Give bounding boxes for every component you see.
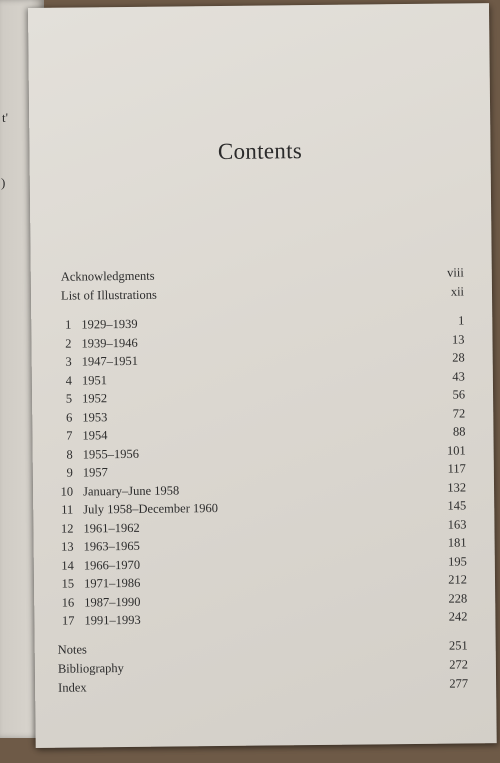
toc-entry-page: 145 (447, 498, 467, 513)
toc-chapter-number: 17 (61, 613, 75, 628)
toc-entry-label: 1953 (82, 409, 108, 424)
toc-chapter-number: 5 (65, 391, 73, 406)
toc-entry-page: 101 (446, 442, 466, 458)
toc-entry-page: 242 (448, 609, 468, 624)
toc-chapter-number: 12 (60, 521, 74, 536)
facing-page-text: t' (2, 110, 8, 125)
toc-entry-page: 117 (447, 461, 466, 476)
toc-chapter-number: 13 (61, 539, 74, 554)
toc-entry-page: 195 (447, 553, 467, 569)
toc-entry-label: 1971–1986 (83, 575, 141, 591)
toc-entry-page: 251 (448, 638, 468, 653)
toc-entry-label: 1947–1951 (81, 353, 139, 369)
toc-entry-page: 277 (449, 676, 469, 691)
toc-entry-label: 1957 (82, 465, 108, 480)
toc-entry-label: List of Illustrations (60, 287, 157, 303)
toc-entry-label: Index (58, 680, 87, 695)
toc-entry-page: 1 (457, 313, 465, 328)
toc-entry-label: 1987–1990 (84, 594, 141, 609)
facing-page-text: ) (1, 175, 6, 190)
toc-entry-page: 212 (448, 572, 468, 587)
toc-entry-label: January–June 1958 (82, 482, 180, 498)
toc-entry-label: 1929–1939 (81, 316, 138, 332)
toc-entry-page: 228 (448, 590, 468, 606)
contents-page (28, 3, 497, 748)
toc-entry-page: viii (447, 265, 464, 280)
toc-chapter-number: 4 (65, 373, 72, 388)
toc-entry-label: 1966–1970 (83, 557, 141, 572)
toc-entry-page: 43 (452, 368, 465, 384)
toc-chapter-number: 11 (61, 502, 74, 517)
toc-chapter-number: 15 (61, 576, 75, 591)
toc-entry-page: 163 (447, 516, 467, 532)
toc-entry-page: xii (450, 284, 465, 299)
toc-chapter-number: 3 (65, 354, 72, 369)
toc-chapter-number: 7 (66, 428, 73, 443)
toc-entry-label: Acknowledgments (60, 268, 155, 284)
toc-entry-page: 272 (449, 657, 468, 672)
toc-chapter-number: 9 (66, 465, 73, 480)
toc-entry-label: 1952 (82, 391, 108, 406)
toc-front-matter-entry (31, 284, 492, 307)
toc-entry-label: Notes (57, 642, 87, 657)
toc-entry-label: 1951 (81, 372, 107, 387)
toc-chapter-number: 6 (65, 410, 73, 425)
toc-entry-label: 1954 (82, 428, 108, 443)
toc-chapter-number: 1 (64, 317, 72, 332)
toc-entry-page: 132 (447, 479, 467, 495)
toc-entry-label: 1955–1956 (82, 446, 139, 461)
toc-entry-page: 181 (447, 535, 467, 550)
toc-entry-label: 1991–1993 (84, 612, 141, 628)
toc-entry-label: 1939–1946 (81, 335, 138, 350)
page-title: Contents (217, 138, 303, 165)
toc-chapter-number: 14 (61, 558, 74, 573)
toc-entry-label: 1963–1965 (83, 538, 140, 554)
toc-entry-page: 13 (451, 331, 465, 347)
toc-entry-page: 56 (452, 387, 466, 402)
toc-chapter-number: 2 (65, 336, 72, 351)
toc-entry-page: 88 (452, 424, 466, 439)
toc-back-matter-entry (35, 676, 496, 699)
toc-chapter-entry (34, 609, 495, 632)
toc-chapter-number: 16 (61, 595, 75, 610)
toc-entry-label: July 1958–December 1960 (83, 501, 219, 517)
toc-entry-label: Bibliography (57, 661, 124, 676)
toc-entry-page: 28 (452, 350, 465, 365)
toc-chapter-number: 8 (66, 447, 73, 462)
toc-entry-page: 72 (452, 405, 466, 421)
toc-chapter-number: 10 (60, 484, 74, 499)
toc-entry-label: 1961–1962 (83, 520, 140, 535)
